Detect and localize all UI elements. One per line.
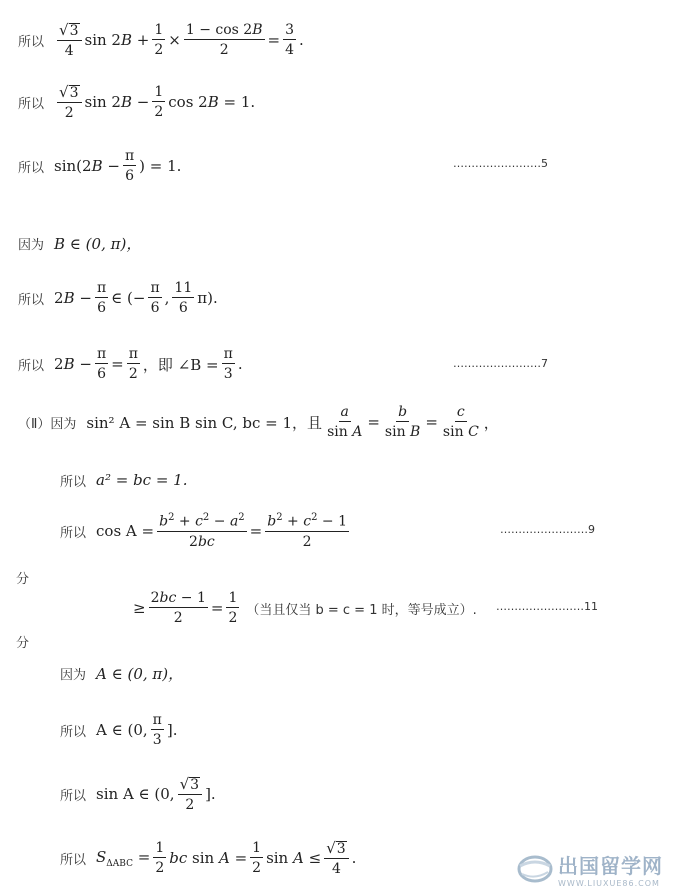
eq-line-2: 所以 √ 3 2 sin 2B − $\frac{1}{2}$ cos 2B = 1 .	[18, 82, 256, 121]
fraction: $\frac{c}{\text{sin C}}$	[442, 404, 479, 440]
fraction: $\frac{\pi}{6}$	[96, 346, 107, 382]
math-text: ，即 ∠B =	[142, 355, 219, 374]
prefix-text: 所以	[60, 474, 87, 490]
eq-line-10: ≥ $\frac{2bc - 1}{2}$ = $\frac{1}{2}$ （当且仅当 b = c = 1 时，等号成立）.	[133, 590, 477, 626]
math-text: ) = 1	[139, 157, 177, 175]
watermark-url: WWW.LIUXUE86.COM	[558, 879, 660, 888]
eq-line-12	[60, 702, 177, 758]
math-text: sin A ∈ (0,	[96, 785, 175, 803]
fraction: √ 3 2	[178, 777, 202, 812]
prefix-text: 所以	[60, 525, 87, 541]
fraction: $\frac{b}{\text{sin B}}$	[384, 404, 421, 440]
prefix-text: 所以	[18, 160, 45, 176]
globe-logo-icon	[516, 854, 554, 884]
prefix-text: 所以	[18, 34, 45, 50]
fen-label: 分	[16, 636, 30, 651]
score-mark-7: ……………………7	[453, 357, 548, 370]
fraction: √ 3 4	[57, 23, 81, 58]
suffix-text: ).	[207, 289, 218, 307]
math-text: = 1	[223, 93, 251, 111]
eq-line-4	[18, 215, 141, 271]
fraction: $\frac{2bc - 1}{2}$	[150, 590, 206, 626]
eq-line-8	[60, 452, 188, 508]
score-mark-9: ……………………9	[500, 523, 595, 536]
suffix-text: .	[176, 157, 182, 175]
eq-line-7: （Ⅱ）因为 sin² A = sin B sin C, bc = 1，且 $\frac{a}{\text{sin A}}$ = $\frac{b}{\text{sin B}}$ = $\frac{c}{\text{sin C}}$ ，	[18, 404, 499, 440]
score-mark-5: ……………………5	[453, 157, 548, 170]
condition-note: （当且仅当 b = c = 1 时，等号成立）.	[246, 602, 477, 618]
math-text: cos A =	[96, 522, 155, 540]
eq-line-3: 所以 sin(2B − $\frac{\pi}{6}$ ) = 1 .	[18, 148, 182, 184]
eq-line-6: 所以 2B − $\frac{\pi}{6}$ = $\frac{\pi}{2}$ ，即 ∠B = $\frac{\pi}{3}$ .	[18, 346, 243, 382]
prefix-text: 所以	[60, 788, 87, 804]
eq-line-11	[60, 645, 183, 701]
fraction: $\frac{\pi}{2}$	[128, 346, 138, 382]
suffix-text: ].	[205, 785, 216, 803]
eq-line-9: 所以 cos A = $\frac{b^2 + c^2 - a^2}{2bc}$ = $\frac{b^2 + c^2 - 1}{2}$	[60, 512, 347, 550]
fraction: $\frac{a}{\text{sin A}}$	[327, 404, 363, 440]
score-mark-11: ……………………11	[496, 600, 598, 613]
prefix-text: 所以	[60, 852, 87, 868]
fraction: $\frac{1}{2}$	[155, 840, 165, 876]
suffix-text: .	[299, 31, 304, 49]
eq-line-1: 所以 √ 3 4 sin 2B + $\frac{1}{2}$ × $\frac{1 - \cos 2B}{2}$ = $\frac{3}{4}$ .	[18, 20, 304, 59]
suffix-text: .	[237, 355, 243, 373]
site-watermark	[516, 850, 663, 888]
fraction: $\frac{3}{4}$	[285, 22, 294, 58]
fraction: $\frac{\pi}{6}$	[124, 148, 135, 184]
prefix-text: 所以	[18, 96, 45, 112]
fraction: $\frac{11}{6}$	[174, 280, 193, 316]
prefix-text: 因为	[18, 237, 45, 253]
math-text: B ∈ (0, π)，	[54, 234, 142, 253]
fraction: $\frac{1 - \cos 2B}{2}$	[185, 22, 263, 58]
eq-line-14: 所以 $S_{\Delta ABC}$ = $\frac{1}{2}$ bc sin A = $\frac{1}{2}$ sin A ≤ √ 3 4 .	[60, 838, 357, 877]
math-text: sin 2B +	[84, 31, 150, 49]
suffix-text: .	[351, 849, 357, 867]
math-text: sin² A = sin B sin C, bc = 1，且	[86, 413, 323, 432]
fraction: √ 3 2	[57, 85, 81, 120]
prefix-text: （Ⅱ）因为	[18, 416, 77, 432]
prefix-text: 因为	[60, 667, 87, 683]
fen-label: 分	[16, 572, 30, 587]
fraction: $\frac{1}{2}$	[252, 840, 262, 876]
eq-line-5: 所以 2B − $\frac{\pi}{6}$ ∈ (− $\frac{\pi}{6}$ , $\frac{11}{6}$ π ).	[18, 280, 218, 316]
fraction: $\frac{\pi}{3}$	[223, 346, 233, 382]
math-text: a² = bc = 1.	[96, 471, 188, 489]
prefix-text: 所以	[18, 358, 45, 374]
prefix-text: 所以	[18, 292, 45, 308]
fraction: $\frac{\pi}{3}$	[152, 712, 162, 748]
fraction: $\frac{b^2 + c^2 - a^2}{2bc}$	[159, 512, 245, 550]
suffix-text: .	[250, 93, 256, 111]
fraction: $\frac{\pi}{6}$	[96, 280, 107, 316]
prefix-text: 所以	[60, 724, 87, 740]
math-text: A ∈ (0,	[96, 721, 148, 739]
suffix-text: ，	[483, 413, 499, 432]
eq-line-13	[60, 766, 216, 822]
watermark-title: 出国留学网	[558, 854, 663, 878]
fraction: $\frac{1}{2}$	[154, 84, 164, 120]
fraction: $\frac{1}{2}$	[228, 590, 238, 626]
fraction: $\frac{b^2 + c^2 - 1}{2}$	[267, 512, 347, 550]
fraction: $\frac{1}{2}$	[154, 22, 164, 58]
math-text: A ∈ (0, π)，	[96, 664, 184, 683]
fraction: $\frac{\pi}{6}$	[150, 280, 160, 316]
suffix-text: ].	[166, 721, 178, 739]
fraction: √ 3 4	[324, 841, 348, 876]
